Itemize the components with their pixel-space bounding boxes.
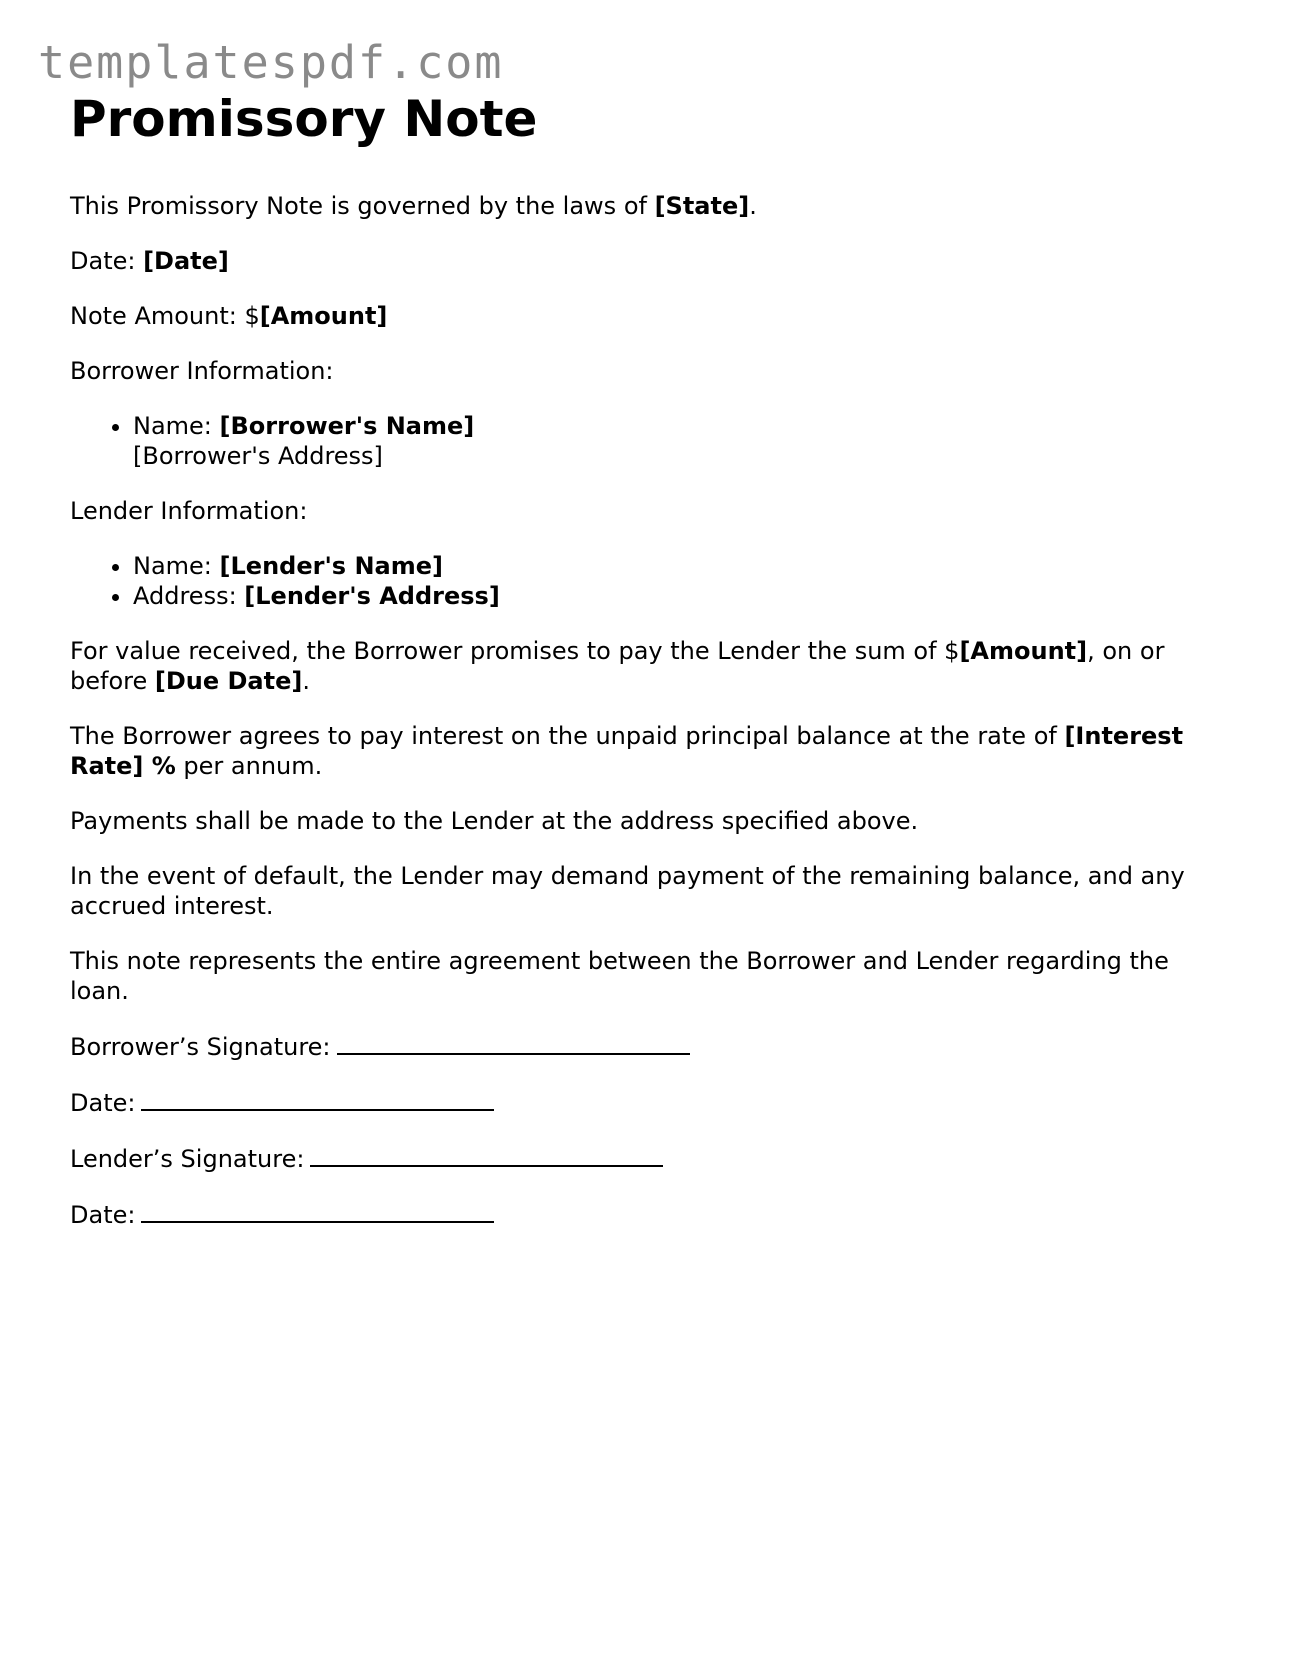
lender-info-list bbox=[70, 551, 1210, 611]
lender-signature-field[interactable] bbox=[310, 1143, 663, 1167]
lender-address-item bbox=[133, 581, 1210, 611]
date-placeholder: [Date] bbox=[143, 247, 229, 275]
promise-text-3: . bbox=[302, 667, 310, 695]
governing-law-suffix: . bbox=[749, 192, 757, 220]
promise-text-1: For value received, the Borrower promises to pay the Lender the sum of $ bbox=[70, 637, 960, 665]
note-amount-label: Note Amount: $ bbox=[70, 302, 260, 330]
default-paragraph: In the event of default, the Lender may demand payment of the remaining balance, and any accrued interest. bbox=[70, 862, 1185, 920]
date-line bbox=[70, 246, 1210, 276]
borrower-name-label: Name: bbox=[133, 412, 220, 440]
borrower-date-line bbox=[70, 1087, 1210, 1118]
lender-date-label: Date: bbox=[70, 1201, 136, 1229]
state-placeholder: [State] bbox=[654, 192, 750, 220]
watermark: templatespdf.com bbox=[38, 36, 504, 89]
borrower-name-placeholder: [Borrower's Name] bbox=[219, 412, 475, 440]
promise-text-2: , on or before bbox=[70, 637, 1165, 695]
borrower-signature-field[interactable] bbox=[337, 1031, 690, 1055]
promise-amount-placeholder: [Amount] bbox=[959, 637, 1088, 665]
borrower-signature-label: Borrower’s Signature: bbox=[70, 1033, 331, 1061]
document-page bbox=[70, 92, 1210, 1255]
borrower-signature-line bbox=[70, 1031, 1210, 1062]
borrower-info-list bbox=[70, 411, 1210, 471]
borrower-heading: Borrower Information: bbox=[70, 357, 334, 385]
governing-law-paragraph bbox=[70, 191, 1210, 221]
lender-signature-line bbox=[70, 1143, 1210, 1174]
date-label: Date: bbox=[70, 247, 144, 275]
due-date-placeholder: [Due Date] bbox=[154, 667, 303, 695]
interest-text-2: per annum. bbox=[175, 752, 323, 780]
borrower-date-field[interactable] bbox=[141, 1087, 494, 1111]
interest-paragraph bbox=[70, 721, 1210, 781]
governing-law-prefix: This Promissory Note is governed by the laws of bbox=[70, 192, 655, 220]
lender-name-label: Name: bbox=[133, 552, 220, 580]
lender-address-label: Address: bbox=[133, 582, 245, 610]
lender-date-field[interactable] bbox=[141, 1199, 494, 1223]
borrower-date-label: Date: bbox=[70, 1089, 136, 1117]
payments-paragraph: Payments shall be made to the Lender at the address specified above. bbox=[70, 807, 919, 835]
borrower-address-placeholder: [Borrower's Address] bbox=[133, 442, 383, 470]
interest-text-1: The Borrower agrees to pay interest on the unpaid principal balance at the rate of bbox=[70, 722, 1065, 750]
promise-paragraph bbox=[70, 636, 1210, 696]
interest-rate-placeholder: [Interest Rate] % bbox=[70, 722, 1184, 780]
lender-name-placeholder: [Lender's Name] bbox=[219, 552, 443, 580]
entire-agreement-paragraph: This note represents the entire agreement between the Borrower and Lender regarding the loan. bbox=[70, 947, 1169, 1005]
lender-heading: Lender Information: bbox=[70, 497, 308, 525]
note-amount-line bbox=[70, 301, 1210, 331]
lender-address-placeholder: [Lender's Address] bbox=[244, 582, 500, 610]
borrower-name-item bbox=[133, 411, 1210, 471]
lender-name-item bbox=[133, 551, 1210, 581]
document-title: Promissory Note bbox=[70, 90, 538, 148]
lender-signature-label: Lender’s Signature: bbox=[70, 1145, 305, 1173]
note-amount-placeholder: [Amount] bbox=[259, 302, 388, 330]
lender-date-line bbox=[70, 1199, 1210, 1230]
